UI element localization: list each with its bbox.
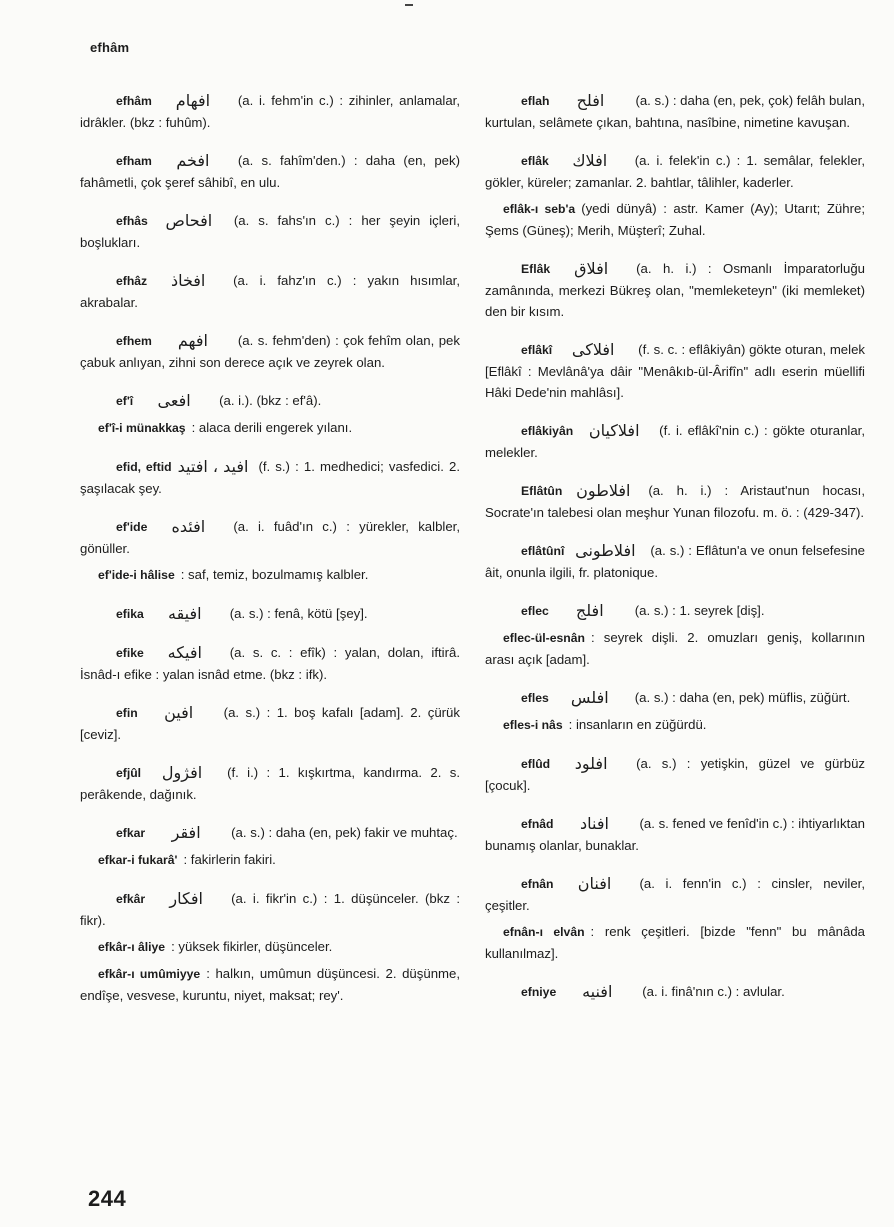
- entry-arabic-script: افكار: [169, 889, 203, 908]
- entry-headword: efin: [116, 706, 138, 720]
- entry-headword: efnâd: [521, 817, 554, 831]
- entry-arabic-script: افلاق: [574, 259, 609, 278]
- entry-definition: (a. s. fahs'ın c.) : her şeyin içleri, boşlukları.: [80, 213, 460, 250]
- entry-headword: Eflâk: [521, 262, 551, 276]
- entry-headword: efhem: [116, 334, 152, 348]
- entry-headword: efhâz: [116, 274, 148, 288]
- entry-headword: eflec: [521, 604, 549, 618]
- entry-headword: ef'î: [116, 394, 134, 408]
- entry-definition: (a. s.) : daha (en, pek, çok) felâh bulan, kurtulan, selâmete çıkan, bahtına, nasîbine, nimetine kavuşan.: [485, 93, 865, 130]
- entry-definition: : halkın, umûmun düşüncesi. 2. düşünme, endîşe, vesvese, kuruntu, niyet, maksat; rey'.: [80, 966, 461, 1003]
- entry-headword: efkâr-ı umûmiyye: [98, 967, 201, 981]
- dictionary-entry: [485, 420, 865, 463]
- entry-headword: efniye: [521, 985, 557, 999]
- entry-arabic-script: افيقه: [167, 604, 202, 623]
- entry-definition: : saf, temiz, bozulmamış kalbler.: [180, 567, 369, 582]
- dictionary-entry: [80, 762, 460, 805]
- dictionary-entry: [485, 150, 865, 193]
- entry-definition: (a. i. felek'in c.) : 1. semâlar, felekler, gökler, küreler; zamanlar. 2. bahtlar, tâlihler, kaderler.: [485, 153, 865, 190]
- dictionary-entry: [80, 90, 460, 133]
- dictionary-entry: [485, 753, 865, 796]
- dictionary-entry: [80, 936, 460, 958]
- dictionary-entry: [485, 981, 865, 1003]
- entry-definition: (a. h. i.) : Aristaut'nun hocası, Socrate'ın talebesi olan meşhur Yunan filozofu. m. ö. : (429-347).: [485, 483, 865, 520]
- dictionary-entry: [80, 516, 460, 559]
- dictionary-entry: [485, 198, 865, 241]
- entry-arabic-script: افخم: [176, 151, 210, 170]
- entry-arabic-script: افناد: [580, 814, 609, 833]
- entry-arabic-script: افلاطون: [576, 481, 631, 500]
- entry-arabic-script: افلاطونى: [575, 541, 636, 560]
- entry-definition: (a. s.) : Eflâtun'a ve onun felsefesine âit, onunla ilgili, fr. platonique.: [485, 543, 865, 580]
- entry-definition: (a. h. i.) : Osmanlı İmparatorluğu zamânında, merkezi Bükreş olan, "memleketeyn" (iki memleket) den bir kısım.: [485, 261, 865, 319]
- entry-headword: efkâr-ı âliye: [98, 940, 166, 954]
- entry-headword: eflah: [521, 94, 550, 108]
- entry-headword: Eflâtûn: [521, 484, 563, 498]
- entry-arabic-script: افژول: [161, 763, 203, 782]
- entry-definition: : fakirlerin fakiri.: [183, 852, 276, 867]
- entry-definition: (a. i.). (bkz : ef'â).: [219, 393, 322, 408]
- entry-arabic-script: افلود: [574, 754, 608, 773]
- entry-headword: efkar: [116, 826, 146, 840]
- entry-arabic-script: افيكه: [167, 643, 202, 662]
- dictionary-entry: [80, 150, 460, 193]
- entry-arabic-script: افلج: [575, 601, 604, 620]
- entry-definition: (a. s. fahîm'den.) : daha (en, pek) fahâmetli, çok şeref sâhibî, en ulu.: [80, 153, 460, 190]
- entry-headword: efike: [116, 646, 144, 660]
- entry-definition: : alaca derili engerek yılanı.: [191, 420, 353, 435]
- entry-headword: eflâk-ı seb'a: [503, 202, 576, 216]
- printer-mark: [405, 4, 413, 6]
- running-head: efhâm: [90, 40, 130, 55]
- entry-definition: : renk çeşitleri. [bizde "fenn" bu mânâda kullanılmaz].: [485, 924, 865, 961]
- entry-definition: (a. s.) : daha (en, pek) fakir ve muhtaç.: [231, 825, 458, 840]
- entry-definition: (a. i. fenn'in c.) : cinsler, neviler, çeşitler.: [485, 876, 865, 913]
- entry-definition: (f. s. c. : eflâkiyân) gökte oturan, melek [Eflâkî : Mevlânâ'ya dâir "Menâkıb-ül-Ârifîn" adlı eserin müellifi Hâki Dede'nin mahlâsı].: [485, 342, 865, 400]
- entry-definition: : seyrek dişli. 2. omuzları geniş, kollarının arası açık [adam].: [485, 630, 865, 667]
- left-column: [80, 90, 460, 1023]
- dictionary-entry: [485, 627, 865, 670]
- entry-definition: : insanların en züğürdü.: [568, 717, 707, 732]
- entry-headword: efnân: [521, 877, 554, 891]
- dictionary-entry: [485, 480, 865, 523]
- entry-headword: ef'ide-i hâlise: [98, 568, 175, 582]
- dictionary-entry: [485, 90, 865, 133]
- entry-headword: eflûd: [521, 757, 551, 771]
- entry-headword: ef'ide: [116, 520, 148, 534]
- dictionary-entry: [80, 822, 460, 844]
- dictionary-entry: [80, 642, 460, 685]
- entry-headword: ef'î-i münakkaş: [98, 421, 186, 435]
- entry-arabic-script: افخاذ: [170, 271, 206, 290]
- entry-arabic-script: افعى: [157, 391, 191, 410]
- entry-headword: efika: [116, 607, 144, 621]
- entry-arabic-script: افقر: [171, 823, 201, 842]
- dictionary-entry: [485, 687, 865, 709]
- dictionary-entry: [80, 330, 460, 373]
- dictionary-entry: [485, 873, 865, 916]
- entry-arabic-script: افهام: [175, 91, 211, 110]
- entry-arabic-script: افنيه: [582, 982, 613, 1001]
- entry-definition: (f. i. eflâkî'nin c.) : gökte oturanlar, melekler.: [485, 423, 865, 460]
- entry-definition: (yedi dünyâ) : astr. Kamer (Ay); Utarıt; Zühre; Şems (Güneş); Merih, Müşterî; Zuhal.: [485, 201, 865, 238]
- entry-arabic-script: افيد ، افتيد: [177, 457, 249, 476]
- entry-definition: (a. s. fened ve fenîd'in c.) : ihtiyarlıktan bunamış olanlar, bunaklar.: [485, 816, 865, 853]
- entry-arabic-script: افئده: [171, 517, 206, 536]
- entry-definition: (a. i. fehm'in c.) : zihinler, anlamalar, idrâkler. (bkz : fuhûm).: [80, 93, 460, 130]
- entry-headword: efhâs: [116, 214, 148, 228]
- dictionary-entry: [80, 849, 460, 871]
- entry-arabic-script: افنان: [577, 874, 612, 893]
- entry-arabic-script: افلاكى: [571, 340, 615, 359]
- right-column: [485, 90, 865, 1020]
- entry-headword: efham: [116, 154, 152, 168]
- dictionary-entry: [485, 540, 865, 583]
- page-number: 244: [88, 1186, 127, 1211]
- entry-definition: (a. s.) : yetişkin, güzel ve gürbüz [çocuk].: [485, 756, 865, 793]
- dictionary-entry: [80, 456, 460, 499]
- dictionary-entry: [80, 963, 460, 1006]
- entry-arabic-script: افحاص: [165, 211, 213, 230]
- dictionary-entry: [80, 270, 460, 313]
- entry-arabic-script: افلس: [570, 688, 609, 707]
- entry-headword: eflâkî: [521, 343, 553, 357]
- entry-headword: efjûl: [116, 766, 142, 780]
- dictionary-entry: [485, 921, 865, 964]
- entry-headword: efkâr: [116, 892, 146, 906]
- entry-definition: (f. i.) : 1. kışkırtma, kandırma. 2. s. perâkende, dağınık.: [80, 765, 460, 802]
- dictionary-entry: [485, 714, 865, 736]
- entry-headword: efkar-i fukarâ': [98, 853, 178, 867]
- entry-definition: (a. i. fikr'in c.) : 1. düşünceler. (bkz : fikr).: [80, 891, 460, 928]
- entry-definition: : yüksek fikirler, düşünceler.: [171, 939, 333, 954]
- entry-definition: (a. s. c. : efîk) : yalan, dolan, iftirâ. İsnâd-ı efike : yalan isnâd etme. (bkz : ifk).: [80, 645, 460, 682]
- entry-headword: eflâtûnî: [521, 544, 565, 558]
- entry-headword: efles: [521, 691, 549, 705]
- entry-arabic-script: افهم: [177, 331, 208, 350]
- dictionary-entry: [80, 888, 460, 931]
- entry-arabic-script: افلح: [576, 91, 605, 110]
- dictionary-entry: [80, 603, 460, 625]
- entry-arabic-script: افلاكيان: [588, 421, 640, 440]
- dictionary-entry: [80, 702, 460, 745]
- entry-definition: (a. s.) : 1. seyrek [diş].: [634, 603, 765, 618]
- entry-definition: (a. i. fahz'ın c.) : yakın hısımlar, akrabalar.: [80, 273, 460, 310]
- entry-definition: (a. i. fuâd'ın c.) : yürekler, kalbler, gönüller.: [80, 519, 460, 556]
- dictionary-entry: [485, 600, 865, 622]
- entry-definition: (a. s.) : fenâ, kötü [şey].: [229, 606, 368, 621]
- entry-definition: (a. i. finâ'nın c.) : avlular.: [642, 984, 785, 999]
- dictionary-entry: [80, 210, 460, 253]
- entry-headword: efhâm: [116, 94, 152, 108]
- dictionary-entry: [485, 258, 865, 322]
- dictionary-entry: [80, 417, 460, 439]
- entry-definition: (f. s.) : 1. medhedici; vasfedici. 2. şaşılacak şey.: [80, 459, 460, 496]
- entry-definition: (a. s. fehm'den) : çok fehîm olan, pek çabuk anlıyan, zihni son derece açık ve zeyrek olan.: [80, 333, 460, 370]
- entry-definition: (a. s.) : daha (en, pek) müflis, züğürt.: [634, 690, 851, 705]
- dictionary-entry: [485, 339, 865, 403]
- dictionary-entry: [80, 564, 460, 586]
- entry-headword: efnân-ı elvân: [503, 925, 585, 939]
- entry-headword: eflâk: [521, 154, 549, 168]
- entry-definition: (a. s.) : 1. boş kafalı [adam]. 2. çürük [ceviz].: [80, 705, 460, 742]
- entry-headword: eflâkiyân: [521, 424, 574, 438]
- entry-arabic-script: افلاك: [572, 151, 608, 170]
- entry-headword: efles-i nâs: [503, 718, 563, 732]
- dictionary-entry: [80, 390, 460, 412]
- entry-arabic-script: افين: [164, 703, 194, 722]
- entry-headword: eflec-ül-esnân: [503, 631, 585, 645]
- entry-headword: efid, eftid: [116, 460, 172, 474]
- dictionary-entry: [485, 813, 865, 856]
